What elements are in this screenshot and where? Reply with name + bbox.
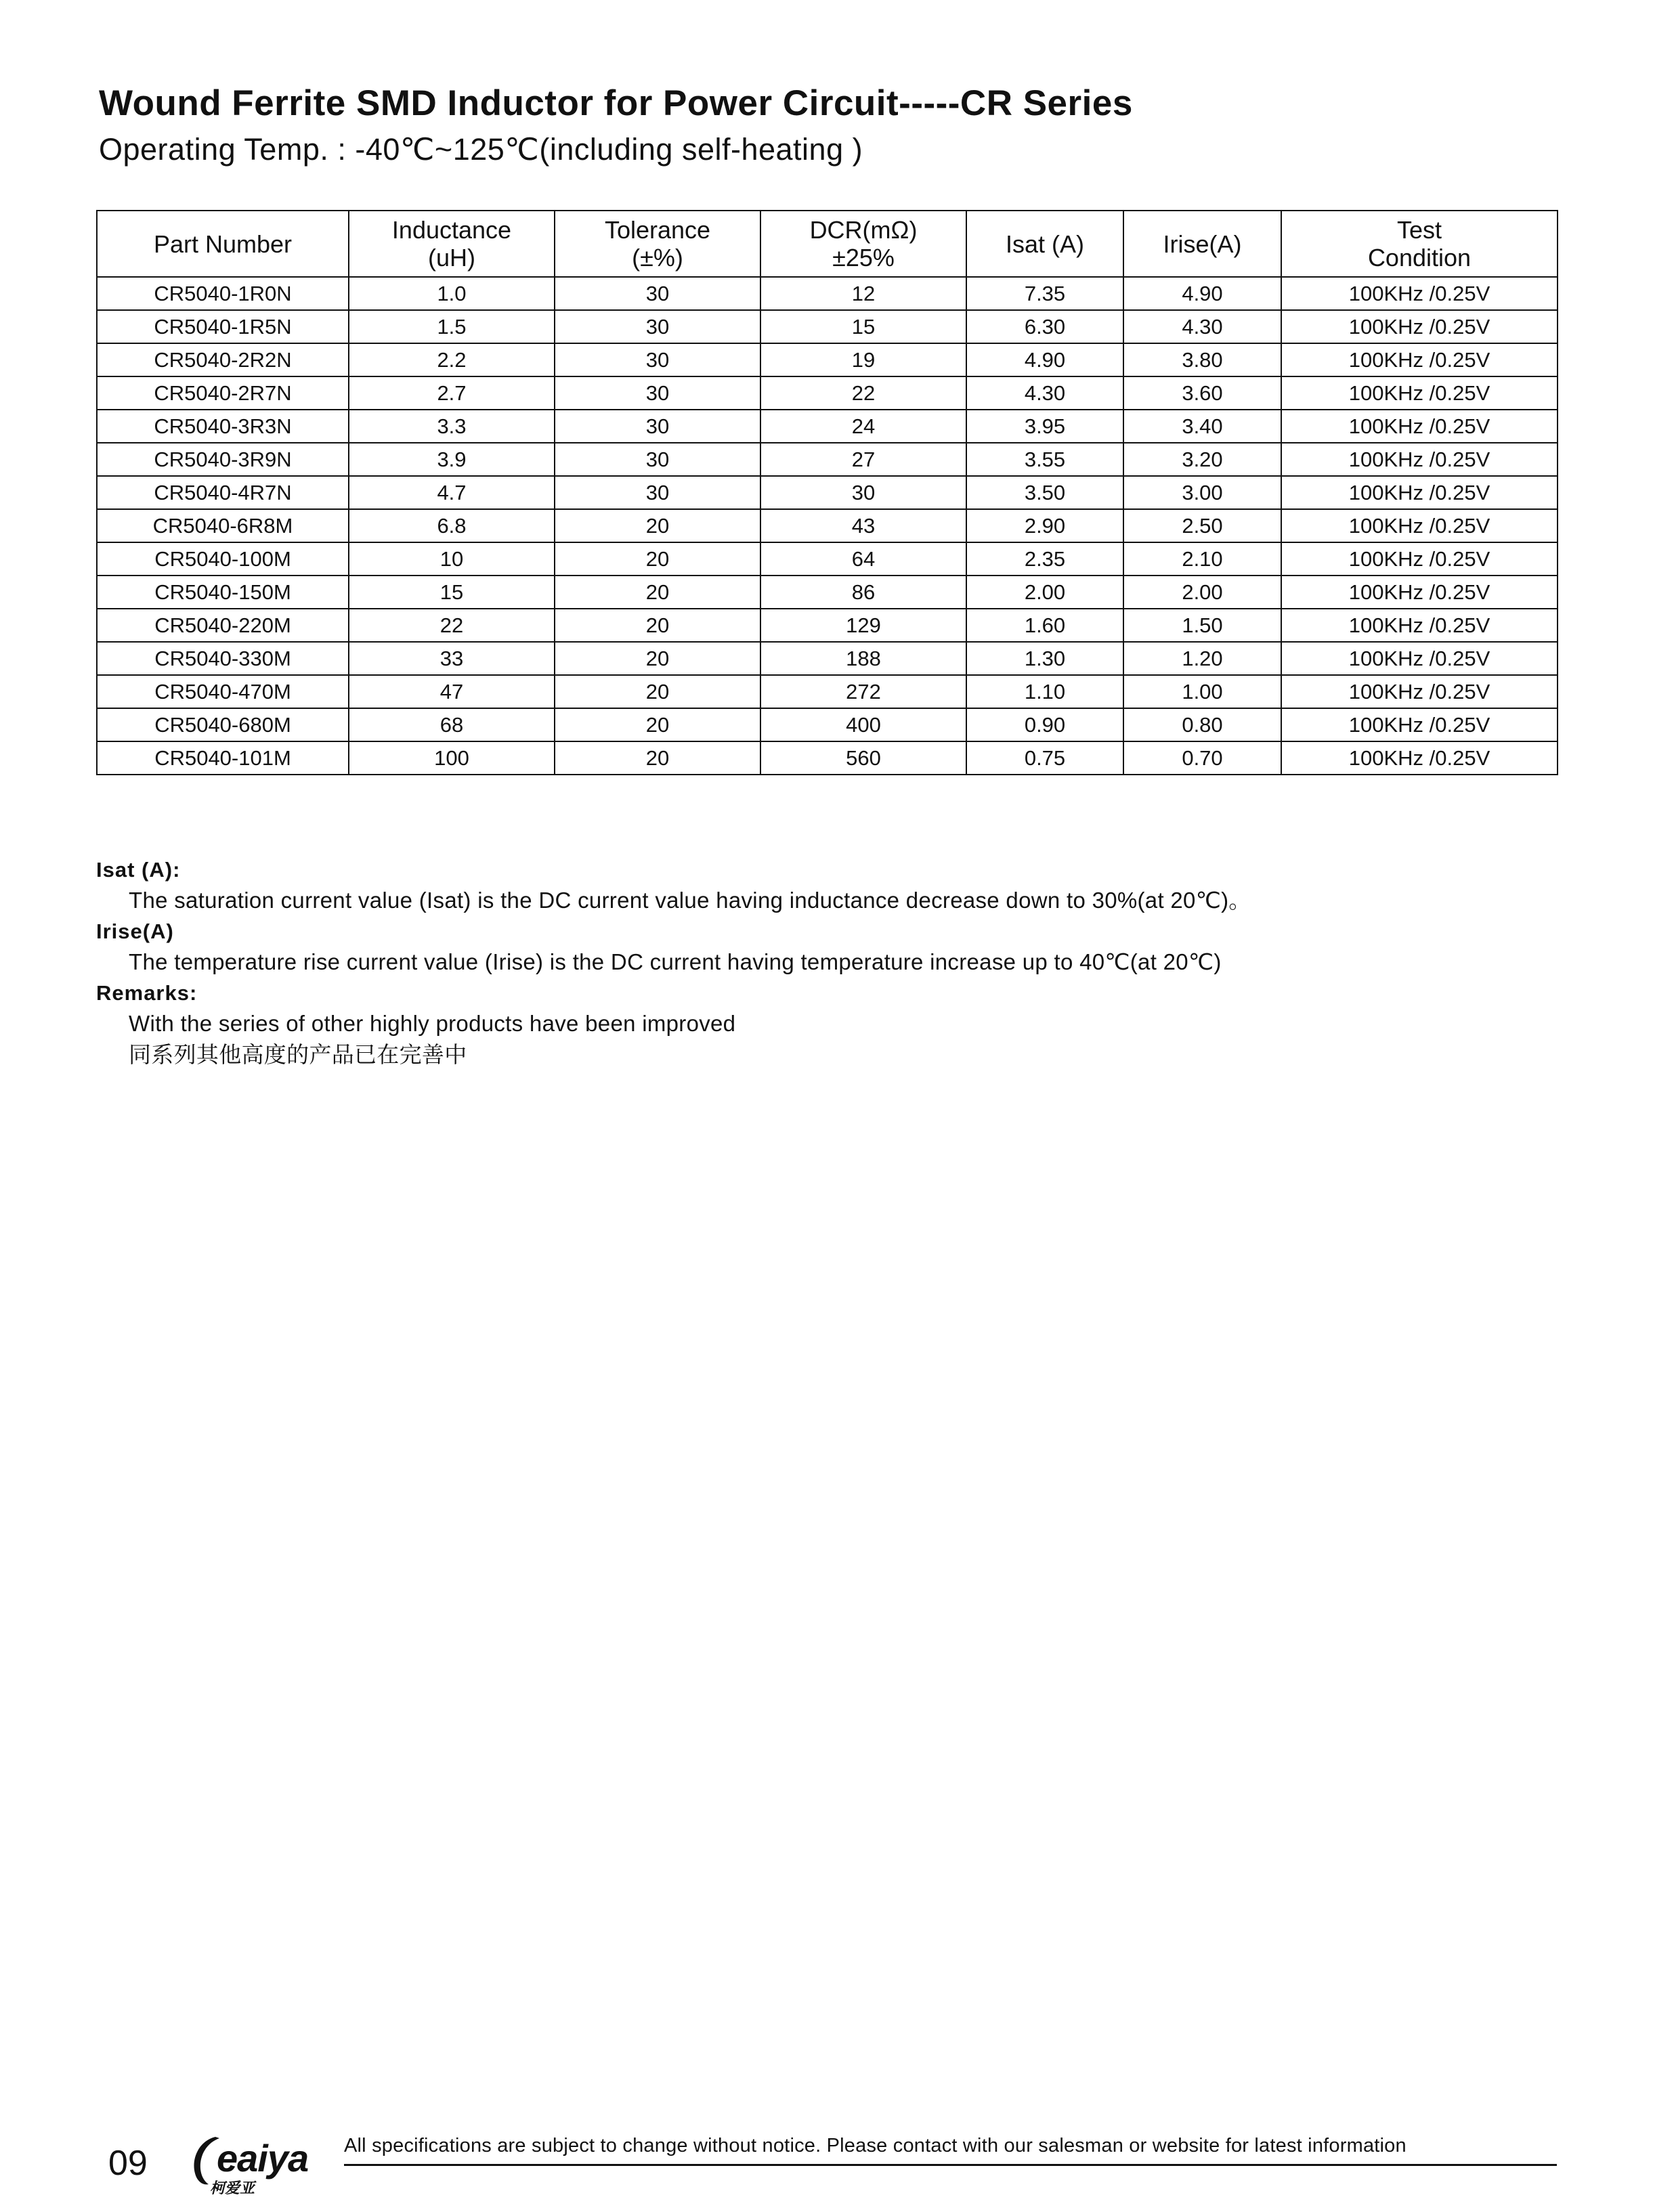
irise-description: The temperature rise current value (Irise) is the DC current having temperature increase up to 40℃(at 20℃)	[129, 949, 1222, 974]
footer-divider	[344, 2164, 1557, 2166]
table-cell: 100KHz /0.25V	[1281, 675, 1558, 708]
table-cell: 100KHz /0.25V	[1281, 542, 1558, 576]
table-cell: CR5040-100M	[97, 542, 349, 576]
notes-section	[96, 854, 1518, 1070]
table-cell: 30	[555, 443, 760, 476]
table-cell: 0.70	[1123, 741, 1281, 775]
table-cell: 1.0	[349, 277, 555, 310]
table-cell: 30	[555, 376, 760, 410]
table-row	[97, 310, 1558, 343]
column-header-label: (uH)	[428, 244, 475, 272]
isat-heading: Isat (A):	[96, 858, 181, 882]
table-row	[97, 675, 1558, 708]
column-header-label: Inductance	[391, 216, 512, 244]
table-cell: 33	[349, 642, 555, 675]
table-cell: 20	[555, 509, 760, 542]
table-cell: 3.00	[1123, 476, 1281, 509]
isat-description: The saturation current value (Isat) is the DC current value having inductance decrease down to 30%(at 20℃)。	[129, 888, 1251, 913]
operating-temp-subtitle: Operating Temp. : -40℃~125℃(including self-heating )	[99, 132, 863, 167]
table-cell: 22	[760, 376, 966, 410]
table-cell: 100KHz /0.25V	[1281, 642, 1558, 675]
table-row	[97, 443, 1558, 476]
column-header	[97, 211, 349, 277]
column-header	[1281, 211, 1558, 277]
table-cell: 560	[760, 741, 966, 775]
column-header	[349, 211, 555, 277]
column-header-label: DCR(mΩ)	[809, 216, 918, 244]
table-cell: 100KHz /0.25V	[1281, 476, 1558, 509]
table-cell: 6.8	[349, 509, 555, 542]
logo-wordmark: eaiya	[217, 2137, 309, 2180]
table-cell: 100KHz /0.25V	[1281, 509, 1558, 542]
table-cell: 2.90	[966, 509, 1123, 542]
table-cell: 27	[760, 443, 966, 476]
table-row	[97, 609, 1558, 642]
logo-chinese-name: 柯爱亚	[210, 2180, 255, 2196]
table-row	[97, 542, 1558, 576]
table-cell: 4.30	[966, 376, 1123, 410]
table-row	[97, 277, 1558, 310]
company-logo	[188, 2131, 314, 2199]
table-cell: 30	[555, 343, 760, 376]
table-cell: 2.50	[1123, 509, 1281, 542]
table-row	[97, 410, 1558, 443]
table-cell: 3.80	[1123, 343, 1281, 376]
table-cell: 100KHz /0.25V	[1281, 343, 1558, 376]
column-header	[966, 211, 1123, 277]
table-cell: 100KHz /0.25V	[1281, 576, 1558, 609]
table-row	[97, 642, 1558, 675]
table-cell: 7.35	[966, 277, 1123, 310]
table-cell: 30	[555, 277, 760, 310]
table-cell: 43	[760, 509, 966, 542]
table-body	[97, 277, 1558, 775]
column-header-label: (±%)	[632, 244, 683, 272]
table-cell: 22	[349, 609, 555, 642]
table-row	[97, 708, 1558, 741]
table-cell: CR5040-2R2N	[97, 343, 349, 376]
table-row	[97, 576, 1558, 609]
table-cell: 100KHz /0.25V	[1281, 277, 1558, 310]
table-row	[97, 376, 1558, 410]
table-cell: 3.20	[1123, 443, 1281, 476]
table-cell: 2.00	[1123, 576, 1281, 609]
remarks-english: With the series of other highly products have been improved	[129, 1011, 736, 1036]
table-cell: 3.9	[349, 443, 555, 476]
table-cell: CR5040-330M	[97, 642, 349, 675]
column-header	[1123, 211, 1281, 277]
column-header-label: Isat (A)	[1005, 230, 1084, 258]
table-row	[97, 741, 1558, 775]
table-cell: CR5040-150M	[97, 576, 349, 609]
table-cell: 20	[555, 675, 760, 708]
table-header-row	[97, 211, 1558, 277]
column-header	[555, 211, 760, 277]
specification-table	[96, 210, 1558, 775]
column-header-label: Irise(A)	[1163, 230, 1242, 258]
table-cell: 400	[760, 708, 966, 741]
table-cell: 100KHz /0.25V	[1281, 410, 1558, 443]
table-cell: CR5040-470M	[97, 675, 349, 708]
table-cell: 100KHz /0.25V	[1281, 443, 1558, 476]
column-header-label: Test	[1396, 216, 1442, 244]
table-cell: CR5040-1R0N	[97, 277, 349, 310]
table-cell: 188	[760, 642, 966, 675]
table-cell: 100KHz /0.25V	[1281, 708, 1558, 741]
table-cell: 15	[349, 576, 555, 609]
table-cell: 19	[760, 343, 966, 376]
table-cell: CR5040-680M	[97, 708, 349, 741]
table-cell: 86	[760, 576, 966, 609]
page-number: 09	[108, 2144, 148, 2183]
table-cell: 1.30	[966, 642, 1123, 675]
table-cell: 2.35	[966, 542, 1123, 576]
table-cell: 15	[760, 310, 966, 343]
table-cell: 20	[555, 542, 760, 576]
page-title: Wound Ferrite SMD Inductor for Power Circuit-----CR Series	[99, 83, 1133, 123]
table-cell: 0.75	[966, 741, 1123, 775]
column-header-label: Part Number	[153, 230, 293, 258]
remarks-heading: Remarks:	[96, 981, 198, 1005]
table-cell: 6.30	[966, 310, 1123, 343]
column-header-label: ±25%	[832, 244, 895, 272]
table-cell: 0.90	[966, 708, 1123, 741]
table-cell: 2.10	[1123, 542, 1281, 576]
table-cell: 100	[349, 741, 555, 775]
table-cell: 47	[349, 675, 555, 708]
table-cell: 3.40	[1123, 410, 1281, 443]
table-cell: 1.20	[1123, 642, 1281, 675]
table-cell: 24	[760, 410, 966, 443]
table-row	[97, 343, 1558, 376]
table-cell: 100KHz /0.25V	[1281, 741, 1558, 775]
table-cell: 100KHz /0.25V	[1281, 609, 1558, 642]
table-cell: 1.60	[966, 609, 1123, 642]
table-cell: 4.90	[966, 343, 1123, 376]
table-cell: 10	[349, 542, 555, 576]
table-cell: 3.50	[966, 476, 1123, 509]
table-cell: 100KHz /0.25V	[1281, 310, 1558, 343]
column-header-label: Condition	[1367, 244, 1472, 272]
table-cell: 12	[760, 277, 966, 310]
table-cell: 2.00	[966, 576, 1123, 609]
table-row	[97, 509, 1558, 542]
table-cell: 3.60	[1123, 376, 1281, 410]
table-cell: 129	[760, 609, 966, 642]
table-cell: 20	[555, 741, 760, 775]
table-cell: 30	[555, 476, 760, 509]
remarks-chinese: 同系列其他高度的产品已在完善中	[129, 1042, 467, 1067]
irise-heading: Irise(A)	[96, 919, 174, 943]
table-cell: 4.90	[1123, 277, 1281, 310]
table-cell: CR5040-6R8M	[97, 509, 349, 542]
table-cell: CR5040-1R5N	[97, 310, 349, 343]
table-cell: 1.50	[1123, 609, 1281, 642]
table-cell: CR5040-101M	[97, 741, 349, 775]
table-cell: CR5040-3R9N	[97, 443, 349, 476]
table-cell: 30	[555, 310, 760, 343]
table-cell: 1.5	[349, 310, 555, 343]
table-cell: 20	[555, 642, 760, 675]
table-cell: CR5040-2R7N	[97, 376, 349, 410]
table-cell: 2.7	[349, 376, 555, 410]
table-cell: 68	[349, 708, 555, 741]
table-cell: 1.00	[1123, 675, 1281, 708]
table-cell: 0.80	[1123, 708, 1281, 741]
table-cell: 30	[760, 476, 966, 509]
column-header-label: Tolerance	[604, 216, 711, 244]
table-cell: 3.3	[349, 410, 555, 443]
table-cell: CR5040-4R7N	[97, 476, 349, 509]
table-cell: 20	[555, 576, 760, 609]
table-cell: 3.55	[966, 443, 1123, 476]
table-cell: 64	[760, 542, 966, 576]
table-cell: 1.10	[966, 675, 1123, 708]
table-cell: 272	[760, 675, 966, 708]
table-cell: 3.95	[966, 410, 1123, 443]
table-row	[97, 476, 1558, 509]
table-cell: 30	[555, 410, 760, 443]
table-cell: 2.2	[349, 343, 555, 376]
table-cell: CR5040-3R3N	[97, 410, 349, 443]
column-header	[760, 211, 966, 277]
table-cell: 20	[555, 708, 760, 741]
table-cell: 20	[555, 609, 760, 642]
footer-disclaimer: All specifications are subject to change without notice. Please contact with our salesman or website for latest information	[344, 2135, 1407, 2156]
table-cell: CR5040-220M	[97, 609, 349, 642]
table-cell: 4.7	[349, 476, 555, 509]
table-cell: 100KHz /0.25V	[1281, 376, 1558, 410]
table-cell: 4.30	[1123, 310, 1281, 343]
